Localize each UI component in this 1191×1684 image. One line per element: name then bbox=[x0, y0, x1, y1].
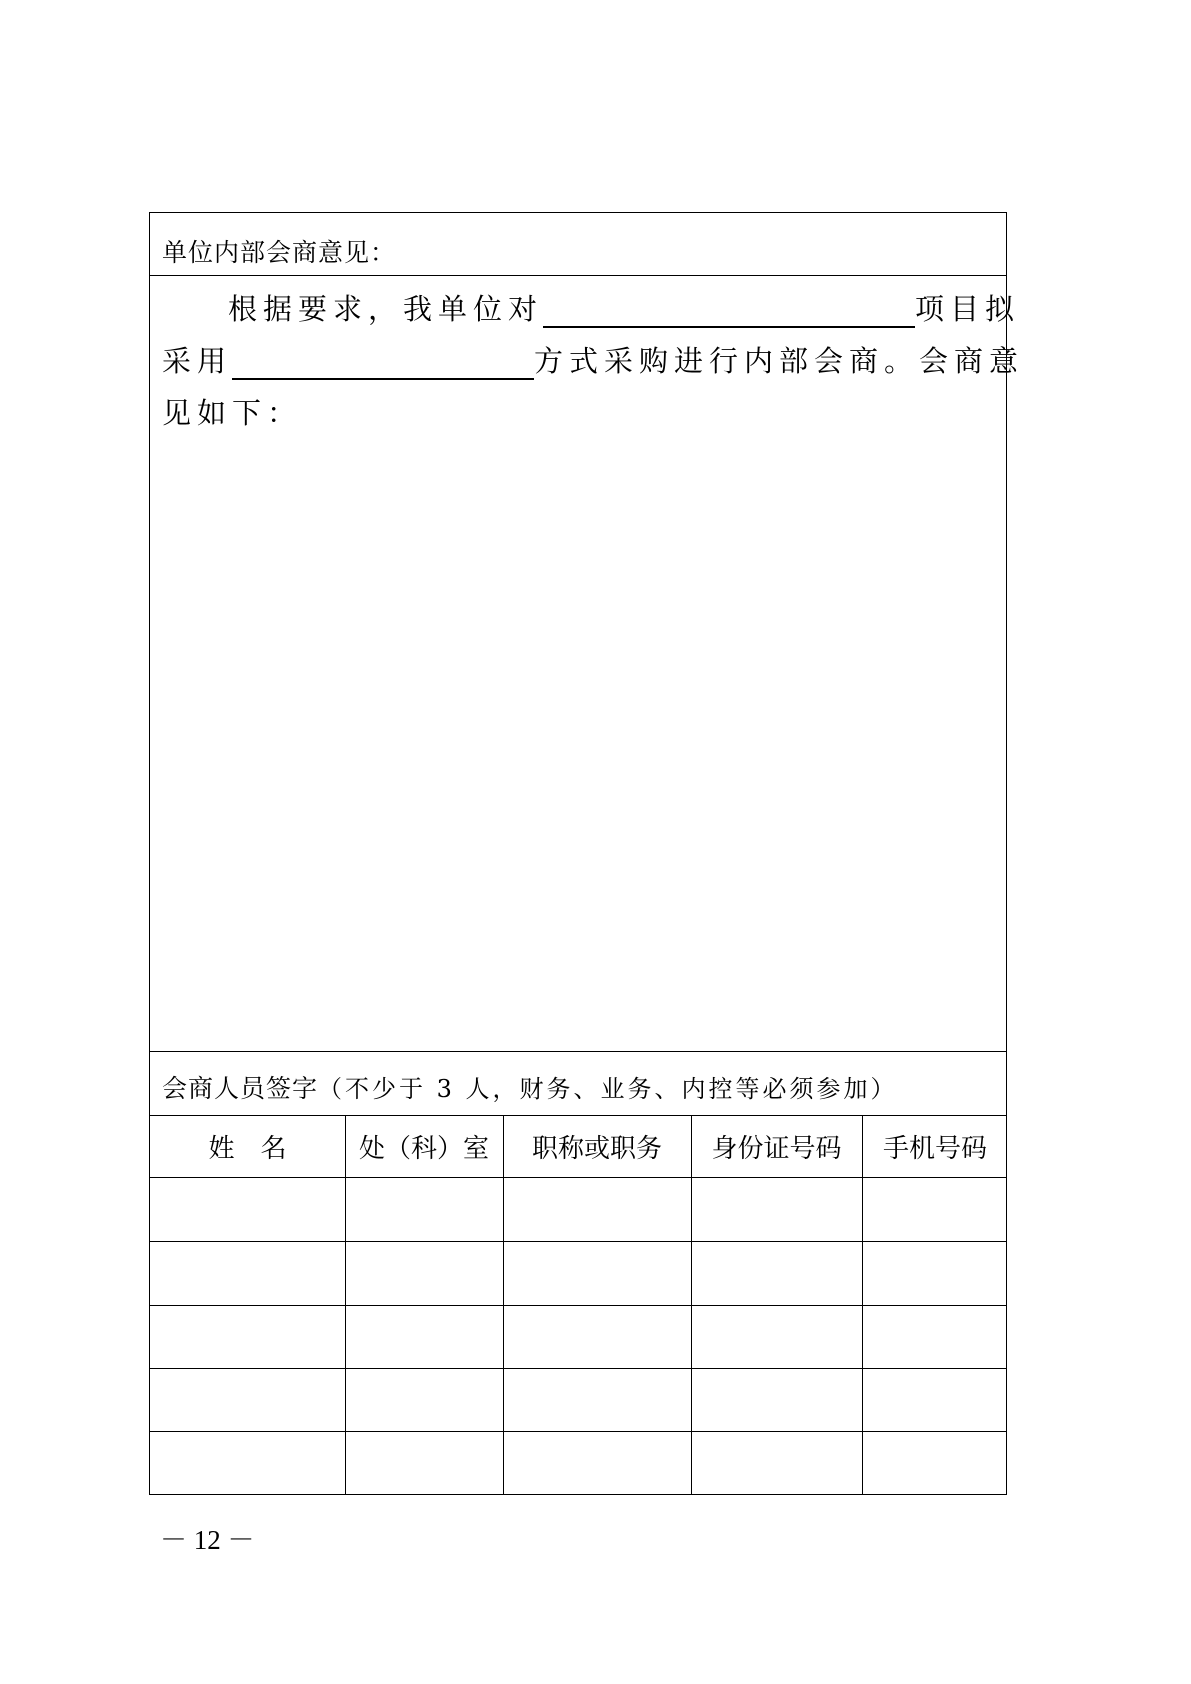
body-line-1-suffix: 项目拟 bbox=[915, 292, 1021, 326]
table-row-divider bbox=[150, 1177, 1006, 1178]
page-number: － 12 － bbox=[160, 1525, 255, 1555]
section-opinion-title: 单位内部会商意见： bbox=[162, 238, 397, 267]
signature-title-label: 会商人员签字 bbox=[162, 1074, 319, 1103]
consultation-form bbox=[149, 212, 1025, 1495]
column-header-phone: 手机号码 bbox=[882, 1133, 987, 1164]
table-row-divider bbox=[150, 1241, 1006, 1242]
body-line-1-prefix: 根据要求，我单位对 bbox=[228, 292, 544, 326]
section-signature-title bbox=[162, 1069, 898, 1105]
table-column-divider bbox=[862, 1115, 863, 1494]
body-line-3: 见如下： bbox=[162, 396, 303, 430]
column-header-id-number: 身份证号码 bbox=[711, 1133, 842, 1164]
column-header-name: 姓 名 bbox=[208, 1133, 287, 1164]
body-line-2 bbox=[162, 339, 1024, 380]
table-column-divider bbox=[503, 1115, 504, 1494]
table-row-divider bbox=[150, 1368, 1006, 1369]
column-header-title: 职称或职务 bbox=[531, 1133, 662, 1164]
body-line-2-prefix: 采用 bbox=[162, 344, 233, 378]
project-name-blank[interactable] bbox=[543, 296, 915, 328]
body-line-2-suffix: 方式采购进行内部会商。会商意 bbox=[534, 344, 1025, 378]
divider bbox=[150, 1051, 1006, 1052]
table-column-divider bbox=[691, 1115, 692, 1494]
procurement-method-blank[interactable] bbox=[232, 348, 534, 380]
table-row-divider bbox=[150, 1431, 1006, 1432]
column-header-department: 处（科）室 bbox=[358, 1133, 489, 1164]
divider bbox=[150, 275, 1006, 276]
signature-note: （不少于 3 人，财务、业务、内控等必须参加） bbox=[318, 1075, 898, 1103]
table-row-divider bbox=[150, 1305, 1006, 1306]
body-line-1 bbox=[228, 287, 1020, 328]
table-column-divider bbox=[345, 1115, 346, 1494]
